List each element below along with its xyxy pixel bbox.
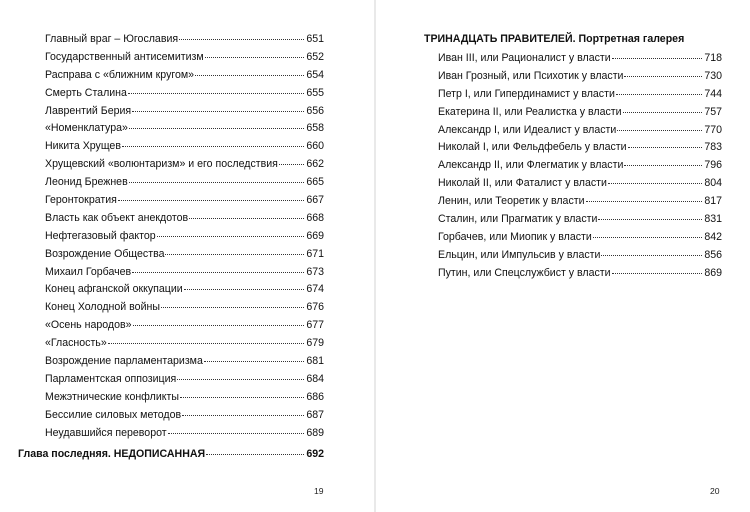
toc-entry: [420, 211, 722, 229]
toc-entry-page: 673: [306, 265, 324, 278]
dot-leader: [133, 325, 305, 326]
toc-entry: [18, 246, 324, 264]
dot-leader: [161, 307, 304, 308]
toc-entry: [18, 407, 324, 425]
toc-entry: [420, 193, 722, 211]
toc-entry: [18, 31, 324, 49]
toc-entry: [18, 389, 324, 407]
toc-entry-title: Возрождение Общества: [45, 247, 165, 260]
toc-entry-title: Конец Холодной войны: [45, 301, 160, 314]
toc-entry-page: 817: [704, 195, 722, 208]
toc-entry: [18, 299, 324, 317]
toc-entry-title: Иван Грозный, или Психотик у власти: [438, 69, 624, 82]
toc-entry: [18, 192, 324, 210]
toc-entry: [420, 86, 722, 104]
dot-leader: [177, 379, 304, 380]
toc-entry: [18, 120, 324, 138]
toc-entry: [420, 50, 722, 68]
toc-entry-page: 681: [306, 355, 324, 368]
chapter-entry: [18, 446, 324, 464]
toc-entry-title: Расправа с «ближним кругом»: [45, 68, 195, 81]
toc-entry-title: Межэтнические конфликты: [45, 390, 179, 403]
dot-leader: [122, 146, 304, 147]
toc-entry-title: Смерть Сталина: [45, 86, 127, 99]
toc-entry-title: Бессилие силовых методов: [45, 408, 182, 421]
dot-leader: [279, 164, 304, 165]
toc-entry: [18, 49, 324, 67]
toc-entry-title: Нефтегазовый фактор: [45, 229, 156, 242]
toc-entry-page: 783: [704, 141, 722, 154]
dot-leader: [129, 182, 305, 183]
dot-leader: [165, 254, 304, 255]
dot-leader: [179, 39, 304, 40]
toc-entry-page: 744: [704, 87, 722, 100]
toc-entry-title: Екатерина II, или Реалистка у власти: [438, 105, 622, 118]
dot-leader: [128, 93, 304, 94]
toc-entry-title: Александр II, или Флегматик у власти: [438, 159, 624, 172]
dot-leader: [182, 415, 304, 416]
toc-entry-page: 770: [704, 123, 722, 136]
dot-leader: [617, 130, 702, 131]
toc-entry-page: 757: [704, 105, 722, 118]
toc-entry-page: 676: [306, 301, 324, 314]
toc-entry: [420, 139, 722, 157]
toc-entry-title: Государственный антисемитизм: [45, 50, 204, 63]
toc-list-right: [420, 31, 722, 283]
toc-entry: [420, 229, 722, 247]
toc-entry-page: 667: [306, 194, 324, 207]
toc-entry: [18, 174, 324, 192]
toc-entry: [420, 122, 722, 140]
right-page: [376, 0, 750, 512]
toc-entry: [420, 104, 722, 122]
toc-entry: [18, 425, 324, 443]
dot-leader: [195, 75, 304, 76]
toc-entry-page: 804: [704, 177, 722, 190]
left-page: [0, 0, 374, 512]
dot-leader: [206, 454, 304, 455]
dot-leader: [184, 289, 305, 290]
section-title: ТРИНАДЦАТЬ ПРАВИТЕЛЕЙ. Портретная галерея: [424, 33, 685, 45]
toc-entry-title: Николай II, или Фаталист у власти: [438, 177, 607, 190]
toc-entry-page: 679: [306, 337, 324, 350]
toc-entry-title: Николай I, или Фельдфебель у власти: [438, 141, 627, 154]
toc-entry: [18, 85, 324, 103]
portrait-gallery-entries: [420, 50, 722, 283]
toc-entry-page: 684: [306, 372, 324, 385]
toc-entry-page: 687: [306, 408, 324, 421]
toc-entry-title: Горбачев, или Миопик у власти: [438, 230, 592, 243]
toc-entry-title: Конец афганской оккупации: [45, 283, 183, 296]
dot-leader: [129, 128, 304, 129]
toc-entry-page: 669: [306, 229, 324, 242]
dot-leader: [616, 94, 702, 95]
toc-entry-title: Неудавшийся переворот: [45, 426, 167, 439]
toc-entry-title: Михаил Горбачев: [45, 265, 132, 278]
toc-entry-page: 674: [306, 283, 324, 296]
toc-entry: [18, 317, 324, 335]
toc-entry: [420, 265, 722, 283]
toc-entry-page: 656: [306, 104, 324, 117]
dot-leader: [180, 397, 304, 398]
toc-entry: [18, 371, 324, 389]
dot-leader: [189, 218, 304, 219]
toc-entry-page: 677: [306, 319, 324, 332]
dot-leader: [108, 343, 305, 344]
toc-entry-page: 655: [306, 86, 324, 99]
page-number-left: 19: [314, 486, 324, 496]
toc-entry-page: 662: [306, 158, 324, 171]
dot-leader: [132, 272, 304, 273]
toc-entry-title: Путин, или Спецслужбист у власти: [438, 266, 611, 279]
toc-entry-page: 668: [306, 211, 324, 224]
toc-entry-title: Власть как объект анекдотов: [45, 211, 189, 224]
dot-leader: [593, 237, 703, 238]
toc-entry-title: Возрождение парламентаризма: [45, 355, 203, 368]
toc-entry-page: 660: [306, 140, 324, 153]
toc-entry: [420, 68, 722, 86]
toc-entry-page: 718: [704, 52, 722, 64]
toc-entry-title: Александр I, или Идеалист у власти: [438, 123, 617, 136]
toc-entry-page: 689: [306, 426, 324, 439]
dot-leader: [157, 236, 305, 237]
toc-entry-page: 658: [306, 122, 324, 135]
toc-entry-page: 652: [306, 50, 324, 63]
dot-leader: [623, 112, 703, 113]
toc-entry: [18, 228, 324, 246]
toc-entry-title: Геронтократия: [45, 194, 117, 207]
toc-entry-page: 730: [704, 69, 722, 82]
dot-leader: [586, 201, 703, 202]
toc-entry-page: 856: [704, 248, 722, 261]
dot-leader: [612, 273, 703, 274]
toc-entry-page: 686: [306, 390, 324, 403]
toc-entry: [18, 156, 324, 174]
toc-entry-page: 831: [704, 213, 722, 226]
toc-entry-title: Парламентская оппозиция: [45, 372, 177, 385]
dot-leader: [205, 57, 305, 58]
toc-entry-page: 665: [306, 176, 324, 189]
toc-entry: [18, 210, 324, 228]
toc-entry-page: 654: [306, 68, 324, 81]
dot-leader: [624, 76, 702, 77]
toc-entry-title: Хрущевский «волюнтаризм» и его последствия: [45, 158, 278, 171]
dot-leader: [612, 58, 703, 59]
dot-leader: [204, 361, 304, 362]
toc-entry: [420, 247, 722, 265]
toc-list-left: [18, 31, 324, 464]
toc-entry: [18, 335, 324, 353]
dot-leader: [608, 183, 702, 184]
toc-entry: [420, 157, 722, 175]
toc-entry-title: Леонид Брежнев: [45, 176, 128, 189]
toc-entry: [18, 103, 324, 121]
dot-leader: [168, 433, 305, 434]
toc-entry-page: 842: [704, 230, 722, 243]
toc-entry-page: 651: [306, 33, 324, 45]
dot-leader: [628, 147, 703, 148]
page-number-right: 20: [710, 486, 720, 496]
toc-entry: [420, 175, 722, 193]
toc-entry-title: Петр I, или Гипердинамист у власти: [438, 87, 615, 100]
toc-entry-title: Ленин, или Теоретик у власти: [438, 195, 585, 208]
toc-entry-title: «Осень народов»: [45, 319, 132, 332]
toc-entry-title: Сталин, или Прагматик у власти: [438, 213, 598, 226]
toc-entry-page: 869: [704, 266, 722, 279]
toc-entry: [18, 264, 324, 282]
toc-entry-page: 671: [306, 247, 324, 260]
toc-entry: [18, 67, 324, 85]
dot-leader: [624, 165, 702, 166]
toc-entry: [18, 281, 324, 299]
toc-entry-title: «Номенклатура»: [45, 122, 128, 135]
toc-entry: [18, 138, 324, 156]
toc-entry-title: Иван III, или Рационалист у власти: [438, 52, 611, 64]
dot-leader: [598, 219, 702, 220]
dot-leader: [118, 200, 304, 201]
toc-entry-title: Лаврентий Берия: [45, 104, 132, 117]
dot-leader: [601, 255, 702, 256]
toc-entry-page: 692: [306, 448, 324, 461]
toc-entry-title: Никита Хрущев: [45, 140, 121, 153]
toc-entry-title: «Гласность»: [45, 337, 107, 350]
dot-leader: [132, 111, 304, 112]
toc-entry: [18, 353, 324, 371]
toc-entry-page: 796: [704, 159, 722, 172]
toc-entry-title: Главный враг – Югославия: [45, 33, 179, 45]
toc-entry-title: Глава последняя. НЕДОПИСАННАЯ: [18, 448, 206, 461]
toc-entry-title: Ельцин, или Импульсив у власти: [438, 248, 601, 261]
